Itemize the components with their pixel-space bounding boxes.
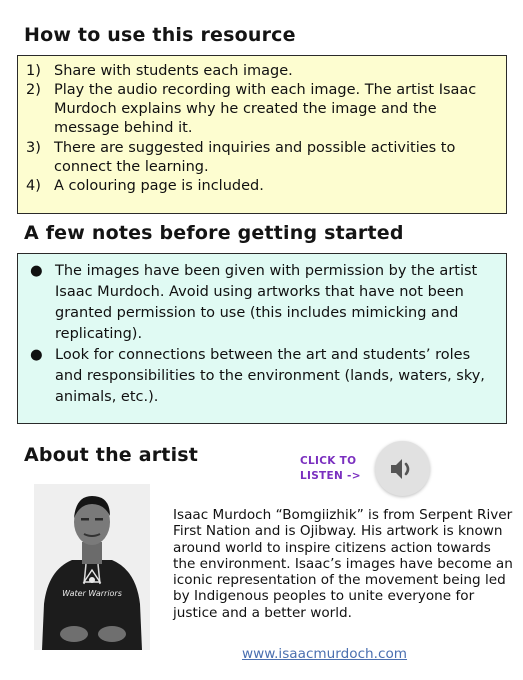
bullet-text: The images have been given with permission by the artist Isaac Murdoch. Avoid using artworks that have not been granted permission to use (this includes mimicking and replicating).	[55, 263, 478, 342]
shirt-text: Water Warriors	[62, 589, 122, 598]
list-text: Play the audio recording with each image. The artist Isaac Murdoch explains why he created the image and the message behind it.	[54, 82, 477, 136]
list-item	[26, 62, 496, 81]
click-to-listen-label[interactable]: CLICK TO LISTEN ->	[300, 455, 361, 482]
list-number: 4)	[26, 178, 41, 194]
list-item	[26, 177, 496, 196]
list-text: There are suggested inquiries and possible activities to connect the learning.	[54, 140, 456, 175]
list-number: 1)	[26, 63, 41, 79]
audio-play-button[interactable]	[375, 441, 430, 496]
bullet-item	[28, 261, 496, 345]
list-text: A colouring page is included.	[54, 178, 264, 194]
list-number: 3)	[26, 140, 41, 156]
artist-photo	[34, 484, 150, 650]
how-to-use-box	[17, 55, 507, 214]
list-number: 2)	[26, 82, 41, 98]
bullet-text: Look for connections between the art and students’ roles and responsibilities to the environment (lands, waters, sky, animals, etc.).	[55, 347, 485, 405]
about-artist-heading: About the artist	[24, 444, 199, 466]
artist-website-link[interactable]: www.isaacmurdoch.com	[242, 646, 408, 662]
artist-bio: Isaac Murdoch “Bomgiizhik” is from Serpent River First Nation and is Ojibway. His artwork is known around world to inspire citizens action towards the environment. Isaac’s images have become an iconic representation of the movement being led by Indigenous peoples to unite everyone for justice and a better world.	[173, 507, 513, 621]
speaker-icon	[389, 456, 417, 482]
notes-heading: A few notes before getting started	[24, 222, 404, 244]
list-item	[26, 139, 496, 177]
bullet-dot: ●	[30, 263, 43, 279]
list-item	[26, 81, 496, 138]
notes-box	[17, 253, 507, 424]
list-text: Share with students each image.	[54, 63, 293, 79]
bullet-dot: ●	[30, 347, 43, 363]
bullet-item	[28, 345, 496, 408]
how-to-use-heading: How to use this resource	[24, 24, 296, 46]
